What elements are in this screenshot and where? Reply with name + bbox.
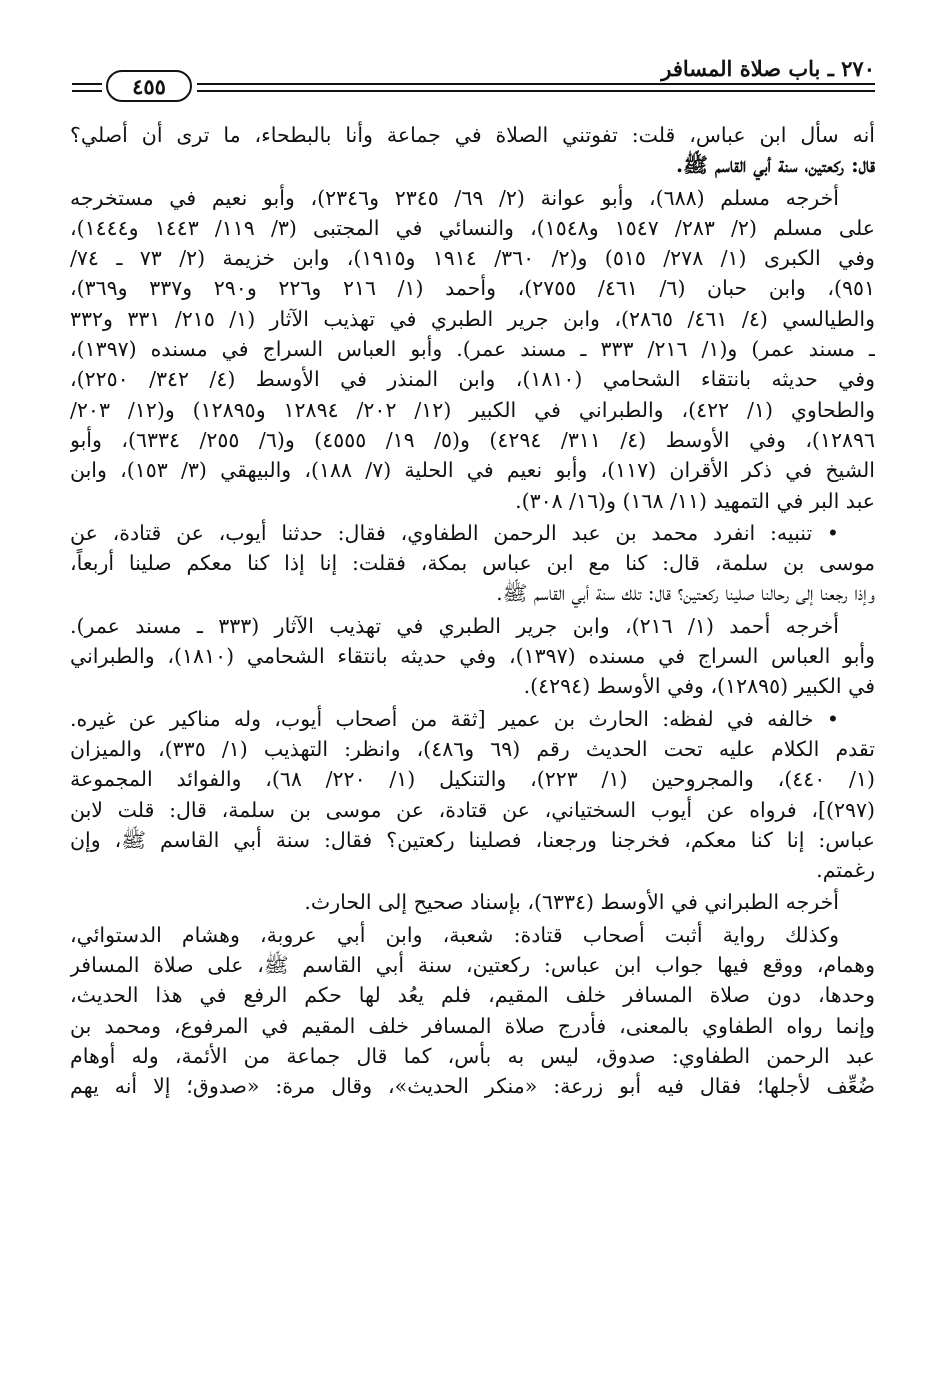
text-line: عباس: إنا كنا معكم، فخرجنا ورجعنا، فصلينا ركعتين؟ فقال: سنة أبي القاسم ﷺ، وإن (70, 827, 875, 852)
paragraph-takhrij (70, 183, 875, 516)
text-line: في الكبير (١٢٨٩٥)، وفي الأوسط (٤٢٩٤). (523, 674, 875, 699)
paragraph-khalafahu (70, 704, 875, 886)
header-rule-left-top (72, 83, 102, 85)
text-line: ـ مسند عمر) و(١/ ٢١٦/ ٣٣٣ ـ مسند عمر). وأبو العباس السراج في مسنده (١٣٩٧)، (70, 337, 875, 362)
text-line: وحدها، دون صلاة المسافر خلف المقيم، فلم يعُد لها حكم الرفع في هذا الحديث، (70, 983, 875, 1008)
page-header (72, 56, 875, 102)
text-line: موسى بن سلمة، قال: كنا مع ابن عباس بمكة، فقلت: إنا إذا كنا معكم صلينا أربعاً، (70, 551, 875, 576)
body-text (70, 120, 875, 1102)
text-line: (٢٩٧)]، فرواه عن أيوب السختياني، عن قتادة، عن موسى بن سلمة، قال: قلت لابن (70, 797, 875, 822)
text-line: والطحاوي (١/ ٤٢٢)، والطبراني في الكبير (١٢/ ٢٠٢/ ١٢٨٩٤ و١٢٨٩٥) و(١٢/ ٢٠٣/ (70, 397, 875, 422)
page-number: ٤٥٥ (106, 70, 192, 102)
text-line: أخرجه مسلم (٦٨٨)، وأبو عوانة (٢/ ٦٩/ ٢٣٤٥ و٢٣٤٦)، وأبو نعيم في مستخرجه (70, 185, 839, 210)
text-line: ١٢٨٩٦)، وفي الأوسط (٤/ ٣١١/ ٤٢٩٤) و(٥/ ١٩/ ٤٥٥٥) و(٦/ ٢٥٥/ ٦٣٣٤)، وأبو (70, 427, 875, 452)
paragraph-tanbih (70, 518, 875, 609)
text-line: عبد الرحمن الطفاوي: صدوق، ليس به بأس، كما قال جماعة من الأئمة، وله أوهام (70, 1043, 875, 1068)
header-rule-top (197, 83, 875, 85)
text-line: وإنما رواه الطفاوي بالمعنى، فأدرج صلاة المسافر خلف المقيم في المرفوع، ومحمد بن (70, 1013, 875, 1038)
paragraph-tabarani (70, 887, 875, 917)
text-line: وفي الكبرى (١/ ٢٧٨/ ٥١٥) و(٢/ ٣٦٠/ ١٩١٤ و١٩١٥)، وابن خزيمة (٢/ ٧٣ ـ ٧٤/ (70, 246, 875, 271)
text-line: عبد البر في التمهيد (١١/ ١٦٨) و(١٦/ ٣٠٨). (515, 488, 875, 513)
paragraph-hadith (70, 120, 875, 181)
header-rule-left-bottom (72, 90, 102, 92)
chapter-title: ٢٧٠ ـ باب صلاة المسافر (661, 56, 875, 81)
text-line: على مسلم (٢/ ٢٨٣/ ١٥٤٧ و١٥٤٨)، والنسائي في المجتبى (٣/ ١١٩/ ١٤٤٣ و١٤٤٤)، (70, 215, 875, 240)
paragraph-kadhalik (70, 920, 875, 1102)
paragraph-takhrij-2 (70, 611, 875, 702)
text-line: • خالفه في لفظه: الحارث بن عمير [ثقة من أصحاب أيوب، وله مناكير عن غيره. (70, 706, 839, 731)
text-line: (١/ ٤٤٠)، والمجروحين (١/ ٢٢٣)، والتنكيل (١/ ٢٢٠/ ٦٨)، والفوائد المجموعة (70, 767, 875, 792)
header-rule-bottom (197, 90, 875, 92)
text-line: وهمام، ووقع فيها جواب ابن عباس: ركعتين، سنة أبي القاسم ﷺ، على صلاة المسافر (70, 953, 875, 978)
text-line: أنه سأل ابن عباس، قلت: تفوتني الصلاة في جماعة وأنا بالبطحاء، ما ترى أن أصلي؟ (70, 123, 875, 147)
text-line: والطيالسي (٤/ ٤٦١/ ٢٨٦٥)، وابن جرير الطبري في تهذيب الآثار (١/ ٢١٥/ ٣٣١ و٣٣٢ (70, 306, 875, 331)
text-line: ٩٥١)، وابن حبان (٦/ ٤٦١/ ٢٧٥٥)، وأحمد (١/ ٢١٦ و٢٢٦ و٢٩٠ و٣٣٧ و٣٦٩)، (70, 276, 875, 301)
text-line: رغمتم. (816, 858, 875, 883)
text-line: وأبو العباس السراج في مسنده (١٣٩٧)، وفي حديثه بانتقاء الشحامي (١٨١٠)، والطبراني (70, 644, 875, 669)
text-line: أخرجه الطبراني في الأوسط (٦٣٣٤)، بإسناد صحيح إلى الحارث. (304, 890, 839, 915)
text-line: وكذلك رواية أثبت أصحاب قتادة: شعبة، وابن أبي عروبة، وهشام الدستوائي، (70, 922, 839, 947)
text-line: • تنبيه: انفرد محمد بن عبد الرحمن الطفاوي، فقال: حدثنا أيوب، عن قتادة، عن (70, 520, 839, 545)
text-line: وفي حديثه بانتقاء الشحامي (١٨١٠)، وابن المنذر في الأوسط (٤/ ٣٤٢/ ٢٢٥٠)، (70, 367, 875, 392)
text-line: وإذا رجعنا إلى رحالنا صلينا ركعتين؟ قال: تلك سنة أبي القاسم ﷺ. (496, 581, 875, 606)
text-line: أخرجه أحمد (١/ ٢١٦)، وابن جرير الطبري في تهذيب الآثار (٣٣٣ ـ مسند عمر). (70, 613, 839, 638)
text-line: قال: ركعتين، سنة أبي القاسم ﷺ. (675, 153, 875, 178)
text-line: تقدم الكلام عليه تحت الحديث رقم (٦٩ و٤٨٦)، وانظر: التهذيب (١/ ٣٣٥)، والميزان (70, 736, 875, 761)
text-line: الشيخ في ذكر الأقران (١١٧)، وأبو نعيم في الحلية (٧/ ١٨٨)، والبيهقي (٣/ ١٥٣)، وابن (70, 458, 875, 483)
text-line: ضُعِّف لأجلها؛ فقال فيه أبو زرعة: «منكر الحديث»، وقال مرة: «صدوق؛ إلا أنه يهم (70, 1074, 875, 1099)
